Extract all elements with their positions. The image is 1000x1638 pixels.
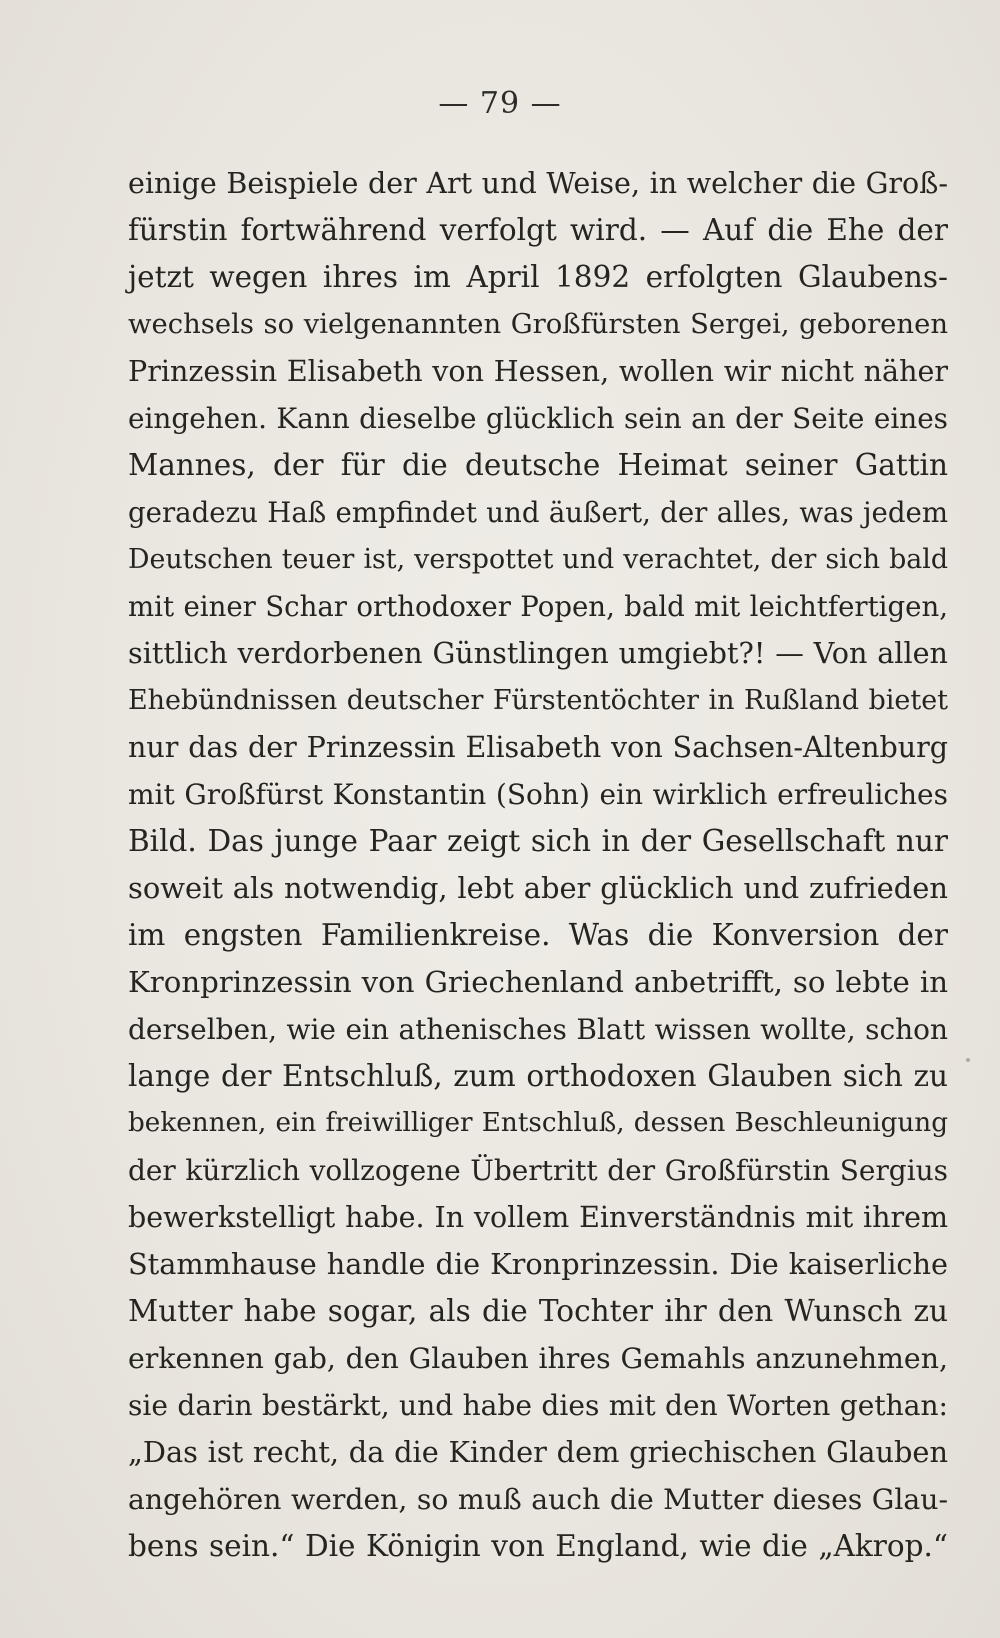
- text-line: eingehen. Kann dieselbe glücklich sein an der Seite eines: [128, 402, 948, 435]
- text-line: erkennen gab, den Glauben ihres Gemahls anzunehmen,: [128, 1342, 948, 1375]
- text-line: lange der Entschluß, zum orthodoxen Glauben sich zu: [128, 1059, 948, 1093]
- text-line: bewerkstelligt habe. In vollem Einverständnis mit ihrem: [128, 1201, 948, 1234]
- text-line: Kronprinzessin von Griechenland anbetrifft, so lebte in: [128, 965, 948, 999]
- text-line: jetzt wegen ihres im April 1892 erfolgten Glaubens-: [128, 260, 948, 294]
- text-line: Ehebündnissen deutscher Fürstentöchter in Rußland bietet: [128, 685, 948, 716]
- text-line: im engsten Familienkreise. Was die Konversion der: [128, 918, 948, 952]
- body-text: [128, 160, 948, 1570]
- text-line: wechsels so vielgenannten Großfürsten Sergei, geborenen: [128, 309, 948, 340]
- text-line: Deutschen teuer ist, verspottet und verachtet, der sich bald: [128, 544, 948, 575]
- text-line: fürstin fortwährend verfolgt wird. — Auf die Ehe der: [128, 213, 948, 247]
- text-line: Mannes, der für die deutsche Heimat seiner Gattin: [128, 448, 948, 482]
- text-line: einige Beispiele der Art und Weise, in welcher die Groß-: [128, 166, 948, 200]
- text-line: derselben, wie ein athenisches Blatt wissen wollte, schon: [128, 1013, 948, 1046]
- text-line: Prinzessin Elisabeth von Hessen, wollen wir nicht näher: [128, 354, 948, 388]
- page-number: — 79 —: [438, 86, 562, 121]
- text-line: soweit als notwendig, lebt aber glücklich und zufrieden: [128, 871, 948, 905]
- text-line: bens sein.“ Die Königin von England, wie die „Akrop.“: [128, 1529, 948, 1563]
- text-line: mit Großfürst Konstantin (Sohn) ein wirklich erfreuliches: [128, 778, 948, 811]
- text-line: Bild. Das junge Paar zeigt sich in der Gesellschaft nur: [128, 824, 948, 858]
- text-line: nur das der Prinzessin Elisabeth von Sachsen-Altenburg: [128, 731, 948, 764]
- text-line: mit einer Schar orthodoxer Popen, bald mit leichtfertigen,: [128, 590, 948, 623]
- text-line: Stammhause handle die Kronprinzessin. Die kaiserliche: [128, 1247, 948, 1281]
- text-line: Mutter habe sogar, als die Tochter ihr den Wunsch zu: [128, 1294, 948, 1328]
- paper-speck: [966, 1058, 970, 1062]
- text-line: bekennen, ein freiwilliger Entschluß, dessen Beschleunigung: [128, 1108, 948, 1138]
- text-line: geradezu Haß empfindet und äußert, der alles, was jedem: [128, 496, 948, 529]
- text-line: der kürzlich vollzogene Übertritt der Großfürstin Sergius: [128, 1154, 948, 1187]
- text-line: „Das ist recht, da die Kinder dem griechischen Glauben: [128, 1435, 948, 1469]
- text-line: sie darin bestärkt, und habe dies mit den Worten gethan:: [128, 1389, 948, 1422]
- text-line: angehören werden, so muß auch die Mutter dieses Glau-: [128, 1483, 948, 1516]
- text-line: sittlich verdorbenen Günstlingen umgiebt?! — Von allen: [128, 636, 948, 670]
